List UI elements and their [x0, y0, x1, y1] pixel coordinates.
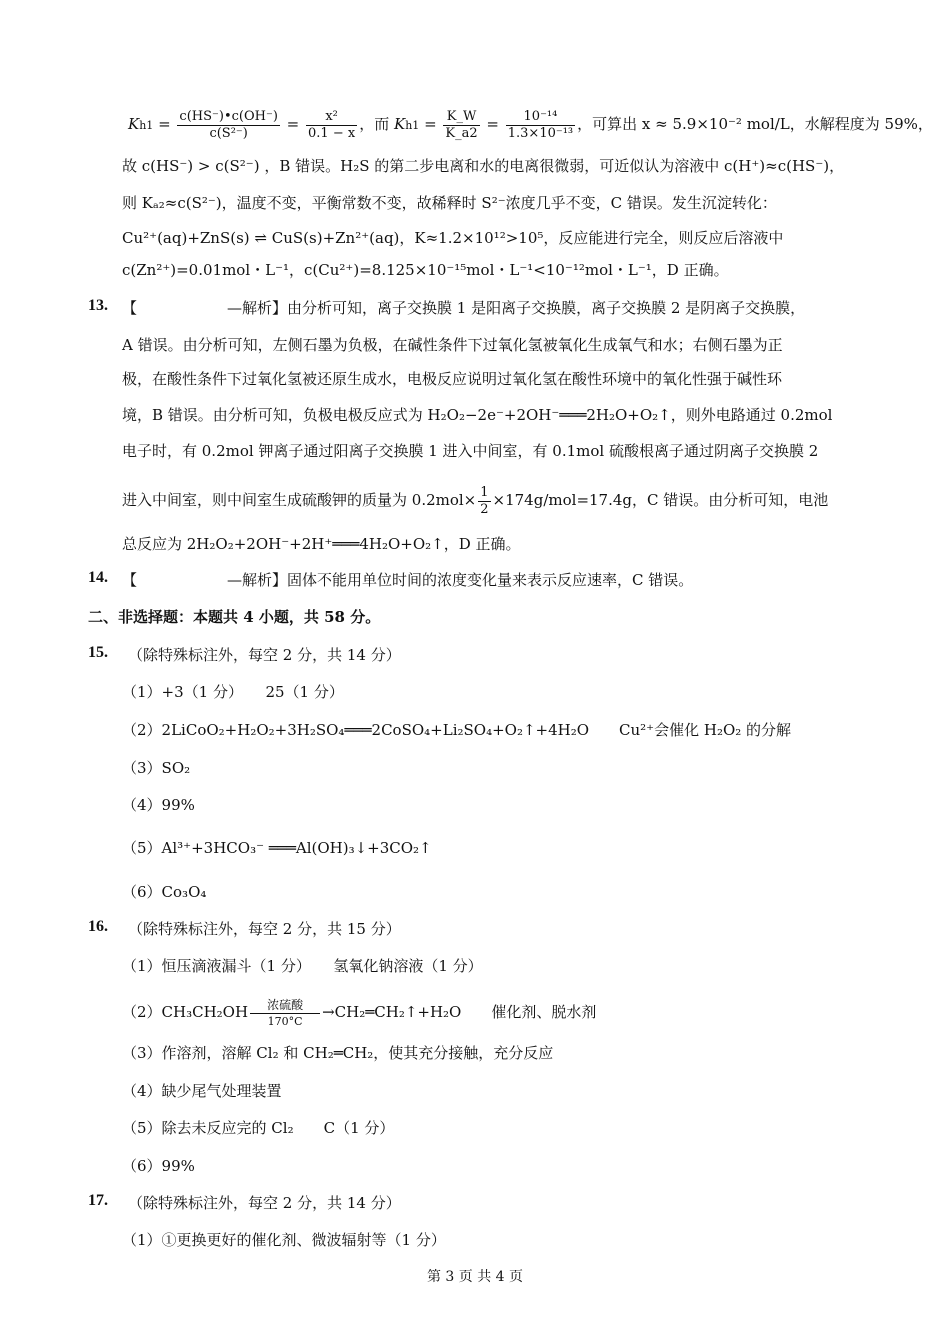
q16-answer-3: （3）作溶剂，溶解 Cl₂ 和 CH₂═CH₂，使其充分接触，充分反应	[122, 1044, 554, 1062]
question-number-17: 17.	[88, 1192, 108, 1209]
q13-line-7: 总反应为 2H₂O₂+2OH⁻+2H⁺═══4H₂O+O₂↑，D 正确。	[122, 535, 521, 553]
q13-line-5: 电子时，有 0.2mol 钾离子通过阳离子交换膜 1 进入中间室，有 0.1mol 硫酸根离子通过阴离子交换膜 2	[122, 442, 819, 460]
question-number-16: 16.	[88, 918, 108, 935]
q16-answer-2: （2）CH₃CH₂OH $\frac{\text{浓硫酸}}{170^\circ C}$ →CH₂═CH₂↑+H₂O 催化剂、脱水剂	[122, 997, 597, 1028]
q12-line-5: c(Zn²⁺)=0.01mol・L⁻¹，c(Cu²⁺)=8.125×10⁻¹⁵mol・L⁻¹<10⁻¹²mol・L⁻¹，D 正确。	[122, 261, 729, 279]
q15-answer-6: （6）Co₃O₄	[122, 883, 207, 901]
q13-line-2: A 错误。由分析可知，左侧石墨为负极，在碱性条件下过氧化氢被氧化生成氧气和水；右侧石墨为正	[122, 336, 783, 354]
q15-answer-2: （2）2LiCoO₂+H₂O₂+3H₂SO₄═══2CoSO₄+Li₂SO₄+O₂↑+4H₂O Cu²⁺会催化 H₂O₂ 的分解	[122, 721, 792, 739]
question-number-13: 13.	[88, 297, 108, 314]
q12-line-3: 则 Kₐ₂≈c(S²⁻)，温度不变，平衡常数不变，故稀释时 S²⁻浓度几乎不变，C 错误。发生沉淀转化：	[122, 194, 777, 212]
q12-line-4: Cu²⁺(aq)+ZnS(s) ⇌ CuS(s)+Zn²⁺(aq)，K≈1.2×10¹²>10⁵，反应能进行完全，则反应后溶液中	[122, 229, 784, 247]
q13-line-4: 境，B 错误。由分析可知，负极电极反应式为 H₂O₂−2e⁻+2OH⁻═══2H₂O+O₂↑，则外电路通过 0.2mol	[122, 406, 833, 424]
question-number-15: 15.	[88, 644, 108, 661]
section-heading: 二、非选择题：本题共 4 小题，共 58 分。	[88, 608, 381, 626]
reaction-condition-arrow: $\frac{\text{浓硫酸}}{170^\circ C}$	[250, 997, 320, 1030]
fraction-kh1-def: $\frac{c(HS^-)•c(OH^-)}{\text{c(S²⁻)}}$	[179, 108, 278, 141]
q16-answer-1: （1）恒压滴液漏斗（1 分） 氢氧化钠溶液（1 分）	[122, 957, 483, 975]
q16-answer-6: （6）99%	[122, 1157, 195, 1175]
q15-answer-4: （4）99%	[122, 796, 195, 814]
q17-head: （除特殊标注外，每空 2 分，共 14 分）	[128, 1194, 401, 1212]
q14-line-1: 【 —解析】固体不能用单位时间的浓度变化量来表示反应速率，C 错误。	[122, 571, 694, 589]
q15-answer-3: （3）SO₂	[122, 759, 191, 777]
question-number-14: 14.	[88, 569, 108, 586]
q17-answer-1: （1）①更换更好的催化剂、微波辐射等（1 分）	[122, 1231, 446, 1249]
fraction-kw-ka2: $\frac{K\_W}{K\_a2}$	[445, 108, 478, 141]
q16-answer-4: （4）缺少尾气处理装置	[122, 1082, 282, 1100]
q16-answer-5: （5）除去未反应完的 Cl₂ C（1 分）	[122, 1119, 395, 1137]
fraction-values: $\frac{\text{10⁻¹⁴}}{\text{1.3×10⁻¹³}}$	[507, 108, 574, 141]
q13-line-1: 【 —解析】由分析可知，离子交换膜 1 是阳离子交换膜，离子交换膜 2 是阴离子交换膜，	[122, 299, 806, 317]
q13-line-3: 极，在酸性条件下过氧化氢被还原生成水，电极反应说明过氧化氢在酸性环境中的氧化性强于碱性环	[122, 370, 783, 388]
q15-answer-1: （1）+3（1 分） 25（1 分）	[122, 683, 344, 701]
q12-line-1: Kh1 = $\frac{c(HS^-)•c(OH^-)}{\text{c(S²⁻)}}$ = $\frac{\text{x²}}{0.1 - x}$ ，而 Kh1 = $\frac{K\_W}{K\_a2}$ = $\frac{\text{10⁻¹⁴}}{\text{1.3×10⁻¹³}}$ ，可算出 x ≈ 5.9×10⁻² mol/L，水解程度为 59%，	[128, 108, 933, 141]
page-footer: 第 3 页 共 4 页	[426, 1269, 524, 1285]
fraction-half: $\frac{1}{2}$	[480, 484, 489, 517]
kh1-symbol: K	[128, 115, 140, 133]
q13-line-6: 进入中间室，则中间室生成硫酸钾的质量为 0.2mol× $\frac{1}{2}$ ×174g/mol=17.4g，C 错误。由分析可知，电池	[122, 484, 829, 517]
q12-line-2: 故 c(HS⁻) > c(S²⁻) ，B 错误。H₂S 的第二步电离和水的电离很微弱，可近似认为溶液中 c(H⁺)≈c(HS⁻)，	[122, 157, 845, 175]
q15-answer-5: （5）Al³⁺+3HCO₃⁻ ═══Al(OH)₃↓+3CO₂↑	[122, 839, 432, 857]
q15-head: （除特殊标注外，每空 2 分，共 14 分）	[128, 646, 401, 664]
fraction-x: $\frac{\text{x²}}{0.1 - x}$	[308, 108, 356, 141]
q16-head: （除特殊标注外，每空 2 分，共 15 分）	[128, 920, 401, 938]
